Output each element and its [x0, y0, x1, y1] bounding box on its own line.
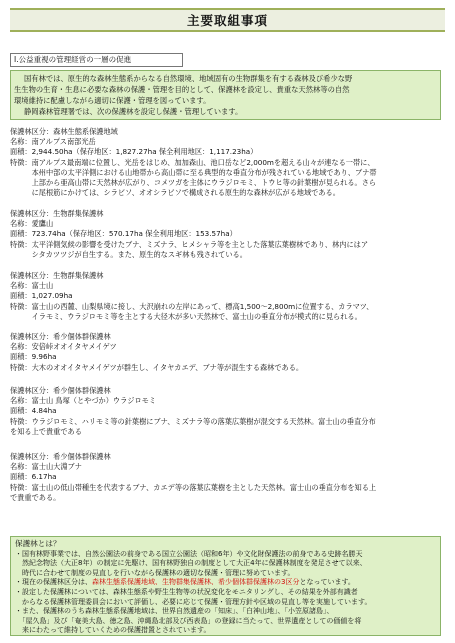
info-highlight: 森林生態系保護地域、生物群集保護林、希少個体群保護林の3区分	[92, 578, 300, 587]
type-label: 保護林区分：	[10, 127, 54, 136]
feature-text: 本州中部の太平洋側における山地帯から高山帯に至る典型的な垂直分布が残されている地域であり、ブナ帯	[31, 167, 377, 177]
type-label: 保護林区分：	[10, 209, 54, 218]
name-label: 名称：	[10, 219, 32, 229]
info-bullet-1	[15, 550, 436, 579]
forest-type: 森林生態系保護地域	[53, 127, 118, 136]
feature-text: 太平洋側気候の影響を受けたブナ、ミズナラ、ヒメシャラ等を主とした落葉広葉樹林であり、林内にはア	[31, 239, 369, 249]
forest-block	[10, 452, 445, 503]
intro-line: 静岡森林管理署では、次の保護林を設定し保護・管理しています。	[24, 107, 243, 116]
forest-type: 希少個体群保護林	[53, 386, 111, 395]
feature-label: 特徴：	[10, 301, 32, 311]
feature-label: 特徴：	[10, 416, 32, 426]
forest-area: 6.17ha	[31, 472, 57, 482]
area-label: 面積：	[10, 291, 32, 301]
feature-text: イラモミ、ウラジロモミ等を主とする大径木が多い天然林で、富士山の垂直分布が模式的に見られる。	[31, 311, 362, 321]
feature-text: 富士山の低山帯種生を代表するブナ、カエデ等の落葉広葉樹を主とした天然林。富士山の垂直分布を知る上	[31, 482, 377, 492]
forest-type: 希少個体群保護林	[53, 452, 111, 461]
forest-area: 723.74ha（保存地区：570.17ha 保全利用地区：153.57ha）	[31, 229, 237, 239]
area-label: 面積：	[10, 229, 32, 239]
type-label: 保護林区分：	[10, 332, 54, 341]
forest-block	[10, 386, 445, 437]
type-label: 保護林区分：	[10, 271, 54, 280]
forest-area: 1,027.09ha	[31, 291, 73, 301]
info-text: 然紀念物法（大正8年）の制定に先駆け、国有林野独自の制度として大正4年に保護林制度を発足させて以来、	[15, 559, 367, 568]
forest-name: 安倍峠オオイタヤメイゲツ	[31, 342, 117, 352]
forest-block	[10, 127, 445, 198]
feature-label: 特徴：	[10, 482, 32, 492]
intro-line: 国有林では、原生的な森林生態系からなる自然環境、地域固有の生物群集を有する森林及び希少な野	[24, 74, 353, 83]
area-label: 面積：	[10, 352, 32, 362]
info-heading: 保護林とは？	[15, 539, 61, 548]
forest-name: 南アルプス南部光岳	[31, 137, 96, 147]
intro-line: 生生物の生育・生息に必要な森林の保護・管理を目的として、保護林を設定し、貴重な天然林等の自然	[14, 85, 350, 94]
feature-text: 大木のオオイタヤメイゲツが群生し、イタヤカエデ、ブナ等が混生する森林である。	[31, 362, 304, 372]
area-label: 面積：	[10, 472, 32, 482]
name-label: 名称：	[10, 462, 32, 472]
feature-text: に尾根筋にかけては、シラビソ、オオシラビソで構成される原生的な森林が広がる地域である。	[31, 188, 340, 198]
forest-area: 9.96ha	[31, 352, 57, 362]
feature-text: 上部から亜高山帯に天然林が広がり、コメツガを主体にウラジロモミ、トウヒ等の針葉樹が見られる。さら	[31, 178, 377, 188]
page-title: 主要取組事項	[10, 8, 445, 32]
forest-type: 希少個体群保護林	[53, 332, 111, 341]
type-label: 保護林区分：	[10, 386, 54, 395]
feature-text: 南アルプス最南端に位置し、光岳をはじめ、加加森山、池口岳など2,000mを超える山々が連なる一帯に、	[31, 157, 375, 167]
info-text: ・また、保護林のうち森林生態系保護地域は、世界自然遺産の「知床」、「白神山地」、「小笠原諸島」、	[15, 607, 334, 616]
info-text: ・現在の保護林区分は、	[15, 578, 92, 587]
name-label: 名称：	[10, 281, 32, 291]
section-label: Ⅰ.公益重視の管理経営の一層の促進	[10, 53, 183, 67]
forest-block	[10, 332, 445, 373]
feature-label: 特徴：	[10, 239, 32, 249]
feature-text: 富士山の西麓、山梨県境に接し、大沢崩れの左岸にあって、標高1,500～2,800mに位置する、カラマツ、	[31, 301, 374, 311]
info-bullet-4	[15, 607, 436, 636]
info-bullet-3	[15, 588, 436, 607]
feature-text: を知る上で貴重である	[10, 426, 82, 436]
protected-forest-info-box	[10, 536, 441, 636]
name-label: 名称：	[10, 342, 32, 352]
type-label: 保護林区分：	[10, 452, 54, 461]
name-label: 名称：	[10, 396, 32, 406]
info-bullet-2	[15, 578, 436, 588]
forest-name: 富士山	[31, 281, 54, 291]
feature-label: 特徴：	[10, 362, 32, 372]
info-text: ・設定した保護林については、森林生態系や野生生物等の状況変化をモニタリングし、その結果を外部有識者	[15, 587, 358, 596]
feature-label: 特徴：	[10, 157, 32, 167]
feature-text: シタカツツジが自生する。また、原生的なスギ林も残されている。	[31, 249, 247, 259]
info-text: 来にわたって維持していくための保護措置とされています。	[15, 626, 211, 635]
forest-block	[10, 271, 445, 322]
forest-area: 4.84ha	[31, 406, 57, 416]
forest-area: 2,944.50ha（保存地区：1,827.27ha 保全利用地区：1,117.23ha）	[31, 147, 258, 157]
feature-text: で貴重である。	[10, 492, 61, 502]
forest-type: 生物群集保護林	[53, 209, 104, 218]
info-text: ・国有林野事業では、自然公園法の前身である国立公園法（昭和6年）や文化財保護法の前身である史跡名勝天	[15, 549, 363, 558]
info-text: となっています。	[299, 578, 355, 587]
area-label: 面積：	[10, 406, 32, 416]
info-text: からなる保護林管理委員会において評価し、必要に応じて保護・管理方針や区域の見直し等を実施しています。	[15, 597, 372, 606]
feature-text: ウラジロモミ、ハリモミ等の針葉樹にブナ、ミズナラ等の落葉広葉樹が混交する天然林。富士山の垂直分布	[31, 416, 376, 426]
intro-line: 環境維持に配慮しながら適切に保護・管理を図っています。	[14, 96, 211, 105]
name-label: 名称：	[10, 137, 32, 147]
forest-type: 生物群集保護林	[53, 271, 104, 280]
forest-name: 富士山 鳥塚（とやづか）ウラジロモミ	[31, 396, 157, 406]
info-text: 時代に合わせて制度の見直しを行いながら保護林の適切な保護・管理に努めています。	[15, 568, 295, 577]
area-label: 面積：	[10, 147, 32, 157]
forest-name: 愛鷹山	[31, 219, 54, 229]
intro-box	[10, 70, 441, 120]
info-text: 「屋久島」及び「奄美大島、徳之島、沖縄島北部及び西表島」の登録に当たって、世界遺産としての価値を将	[15, 616, 362, 625]
forest-name: 富士山大淵ブナ	[31, 462, 82, 472]
forest-block	[10, 209, 445, 260]
